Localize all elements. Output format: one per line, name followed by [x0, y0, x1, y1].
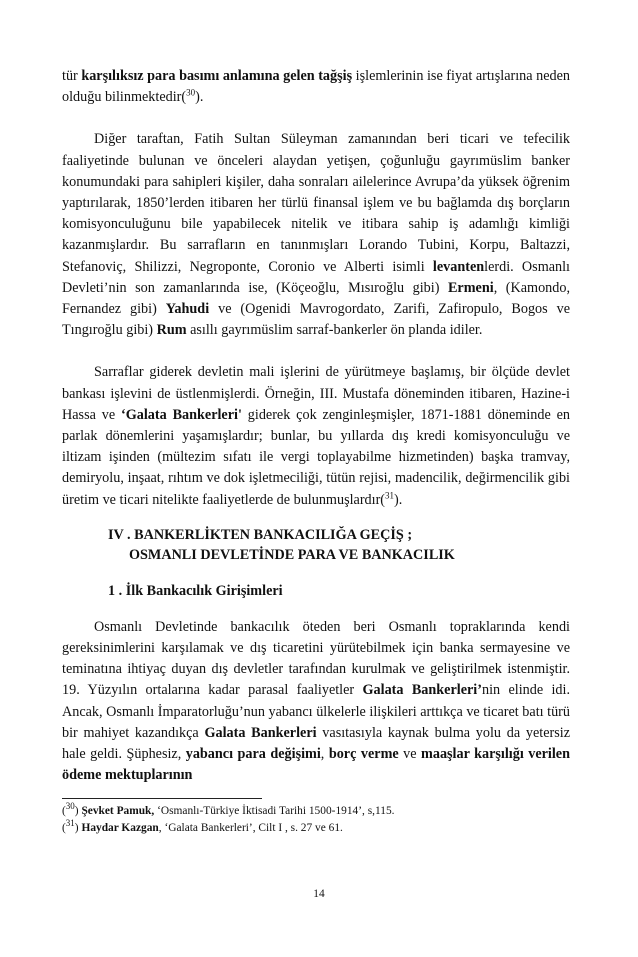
text-span: , (Kamondo, Fernandez gibi) — [62, 279, 570, 318]
footnote-31 — [62, 820, 570, 837]
footnote-paren: ( — [62, 822, 66, 835]
section-heading-line2: OSMANLI DEVLETİNDE PARA VE BANKACILIK — [129, 546, 455, 563]
footnote-author: Haydar Kazgan — [81, 822, 159, 835]
bold-term: levanten — [432, 258, 485, 275]
text-span: ve (Ogenidi Mavrogordato, Zarifi, Zafiropulo, Bogos ve Tıngıroğlu gibi) — [62, 301, 570, 339]
footnote-number: 30 — [65, 801, 75, 812]
text-span: ve — [398, 746, 422, 763]
paragraph-banking-beginnings — [62, 617, 570, 787]
text-span: ). — [195, 89, 204, 106]
footnote-paren: ) — [74, 822, 82, 835]
text-span: giderek çok zenginleşmişler, 1871-1881 döneminde en parlak dönemlerini yaşamışlardır; bunlar, bu yıllarda dış kredi komisyonculuğu ve iltizam işinden (mültezim sıfatı ile vergi toplayabilme hizmetinden) başka tramvay, demiryolu, inşaat, rıhtım ve dok işletmeciliği, tütün rejisi, madencilik, değirmencilik gibi üretim ve ticari nitelikte faaliyetlerde de bulunmuşlardır( — [62, 406, 571, 508]
footnote-text: ‘Osmanlı-Türkiye İktisadi Tarihi 1500-1914’, s,115. — [154, 805, 395, 818]
section-heading-line1: IV . BANKERLİKTEN BANKACILIĞA GEÇİŞ ; — [108, 526, 413, 543]
text-span: Sarraflar giderek devletin mali işlerini de yürütmeye başlamış, bir ölçüde devlet bankası işlevini de üstlenmişlerdi. Örneğin, III. Mustafa döneminden itibaren, Hazine-i Hassa ve — [62, 364, 570, 423]
text-span: vasıtasıyla kaynak bulma yolu da yetersiz hale geldi. Şüphesiz, — [62, 724, 570, 763]
footnote-ref[interactable]: 30 — [186, 87, 196, 98]
footnote-number: 31 — [65, 818, 75, 829]
text-span: Diğer taraftan, Fatih Sultan Süleyman zamanından beri ticari ve tefecilik faaliyetinde bulunan ve önceleri alaydan yetişen, çoğunluğu gayrımüslim banker konumundaki para sahipleri kişiler, daha sonraları ailelerince Avrupa’da yüksek öğrenim yaptırılarak, 1850’lerden itibaren her türlü finansal işlem ve bu bağlamda dış borçların komisyonculuğunu bile yapabilecek nitelik ve itibara sahip iş adamlığı kimliği kazanmışlardır. Bu sarrafların en tanınmışları Lorando Tubini, Korpu, Baltazzi, Stefanoviç, Shilizzi, Negroponte, Coronio ve Alberti isimli — [62, 131, 570, 275]
paragraph-sarraflar-origins — [62, 129, 570, 341]
paragraph-galata-bankers — [62, 362, 570, 510]
subsection-heading: 1 . İlk Bankacılık Girişimleri — [108, 582, 283, 599]
footnote-divider — [62, 798, 262, 799]
text-span: Osmanlı Devletinde bankacılık öteden beri Osmanlı topraklarında kendi gereksinimlerini karşılamak ve dış ticaretini yürütebilmek için banka sermayesine ve teminatına ihtiyaç duyan dış devletler tarafından kurulmak ve geliştirilmek istenmiştir. 19. Yüzyılın ortalarına kadar parasal faaliyetler — [62, 618, 570, 699]
text-span: nin elinde idi. Ancak, Osmanlı İmparatorluğu’nun yabancı ülkelerle ilişkileri arttıkça ve ticaret batı türü bir mahiyet kazandıkça — [62, 682, 570, 741]
bold-term: ‘Galata Bankerleri' — [121, 406, 242, 423]
text-span: lerdi. Osmanlı Devleti’nin son zamanlarında ise, (Köçeoğlu, Mısıroğlu gibi) — [62, 258, 570, 296]
footnote-paren: ( — [62, 805, 66, 818]
section-heading — [108, 525, 570, 565]
footnote-author: Şevket Pamuk, — [81, 805, 155, 818]
bold-term: Galata Bankerleri’ — [362, 682, 482, 699]
text-span: ). — [394, 491, 403, 508]
footnote-ref[interactable]: 31 — [385, 489, 395, 500]
footnote-30 — [62, 803, 570, 820]
paragraph-continuation — [62, 66, 570, 108]
bold-term: yabancı para değişimi — [185, 746, 321, 763]
text-span: , — [320, 746, 329, 763]
bold-term: Rum — [156, 322, 187, 339]
bold-term: Yahudi — [165, 301, 210, 318]
text-span: işlemlerinin ise fiyat artışlarına neden olduğu bilinmektedir( — [62, 68, 570, 106]
bold-term: Ermeni — [447, 279, 494, 296]
footnote-text: , ‘Galata Bankerleri’, Cilt I , s. 27 ve 61. — [158, 822, 343, 835]
bold-term: borç verme — [328, 746, 399, 763]
bold-term: maaşlar karşılığı verilen ödeme mektuplarının — [62, 746, 570, 784]
bold-term: karşılıksız para basımı anlamına gelen tağşiş — [81, 68, 353, 84]
document-page — [62, 66, 570, 837]
bold-term: Galata Bankerleri — [204, 724, 317, 741]
footnote-paren: ) — [74, 805, 82, 818]
text-span: tür — [62, 68, 82, 84]
text-span: asıllı gayrımüslim sarraf-bankerler ön planda idiler. — [186, 322, 483, 339]
page-number: 14 — [313, 888, 325, 900]
